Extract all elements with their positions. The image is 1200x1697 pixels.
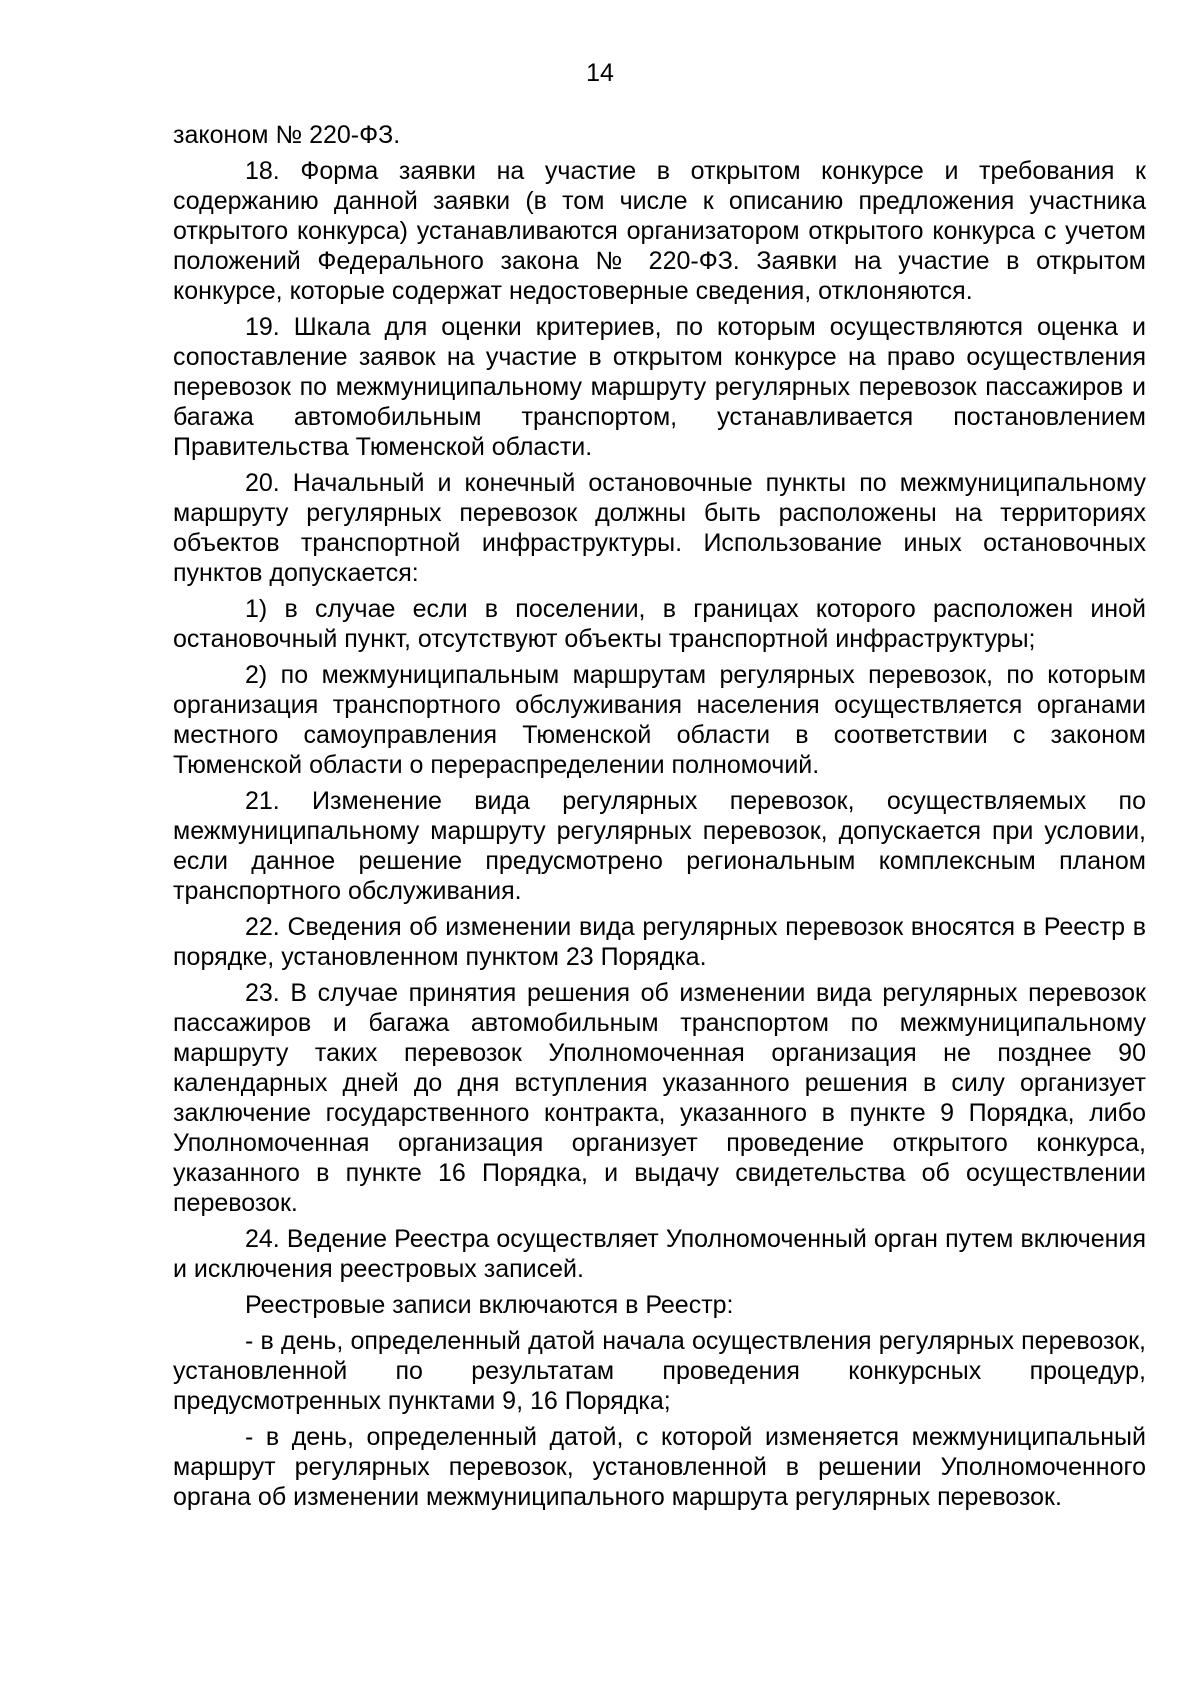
paragraph-21: 21. Изменение вида регулярных перевозок, осуществляемых по межмуниципальному маршруту регулярных перевозок, допускается при условии, если данное решение предусмотрено региональным комплексным планом транспортного обслуживания. — [173, 787, 1146, 905]
paragraph-continuation: законом № 220-ФЗ. — [173, 121, 401, 149]
paragraph-23: 23. В случае принятия решения об изменении вида регулярных перевозок пассажиров и багажа автомобильным транспортом по межмуниципальному маршруту таких перевозок Уполномоченная организация не позднее 90 календарных дней до дня вступления указанного решения в силу организует заключение государственного контракта, указанного в пункте 9 Порядка, либо Уполномоченная организация организует проведение открытого конкурса, указанного в пункте 16 Порядка, и выдачу свидетельства об осуществлении перевозок. — [173, 979, 1146, 1217]
paragraph-19: 19. Шкала для оценки критериев, по которым осуществляются оценка и сопоставление заявок на участие в открытом конкурсе на право осуществления перевозок по межмуниципальному маршруту регулярных перевозок пассажиров и багажа автомобильным транспортом, устанавливается постановлением Правительства Тюменской области. — [173, 313, 1146, 461]
page-number: 14 — [586, 59, 614, 87]
paragraph-24-dash-1: - в день, определенный датой начала осуществления регулярных перевозок, установленной по результатам проведения конкурсных процедур, предусмотренных пунктами 9, 16 Порядка; — [173, 1327, 1146, 1415]
paragraph-24-dash-2: - в день, определенный датой, с которой изменяется межмуниципальный маршрут регулярных перевозок, установленной в решении Уполномоченного органа об изменении межмуниципального маршрута регулярных перевозок. — [173, 1423, 1146, 1511]
paragraph-24: 24. Ведение Реестра осуществляет Уполномоченный орган путем включения и исключения реестровых записей. — [173, 1225, 1146, 1283]
paragraph-20-item-1: 1) в случае если в поселении, в границах которого расположен иной остановочный пункт, отсутствуют объекты транспортной инфраструктуры; — [173, 595, 1146, 653]
paragraph-22: 22. Сведения об изменении вида регулярных перевозок вносятся в Реестр в порядке, установленном пунктом 23 Порядка. — [173, 913, 1146, 971]
paragraph-20-item-2: 2) по межмуниципальным маршрутам регулярных перевозок, по которым организация транспортного обслуживания населения осуществляется органами местного самоуправления Тюменской области в соответствии с законом Тюменской области о перераспределении полномочий. — [173, 661, 1146, 779]
paragraph-24-intro: Реестровые записи включаются в Реестр: — [245, 1291, 734, 1319]
document-body — [173, 120, 1146, 1518]
paragraph-20: 20. Начальный и конечный остановочные пункты по межмуниципальному маршруту регулярных перевозок должны быть расположены на территориях объектов транспортной инфраструктуры. Использование иных остановочных пунктов допускается: — [173, 469, 1146, 587]
paragraph-18: 18. Форма заявки на участие в открытом конкурсе и требования к содержанию данной заявки (в том числе к описанию предложения участника открытого конкурса) устанавливаются организатором открытого конкурса с учетом положений Федерального закона № 220-ФЗ. Заявки на участие в открытом конкурсе, которые содержат недостоверные сведения, отклоняются. — [173, 157, 1146, 305]
